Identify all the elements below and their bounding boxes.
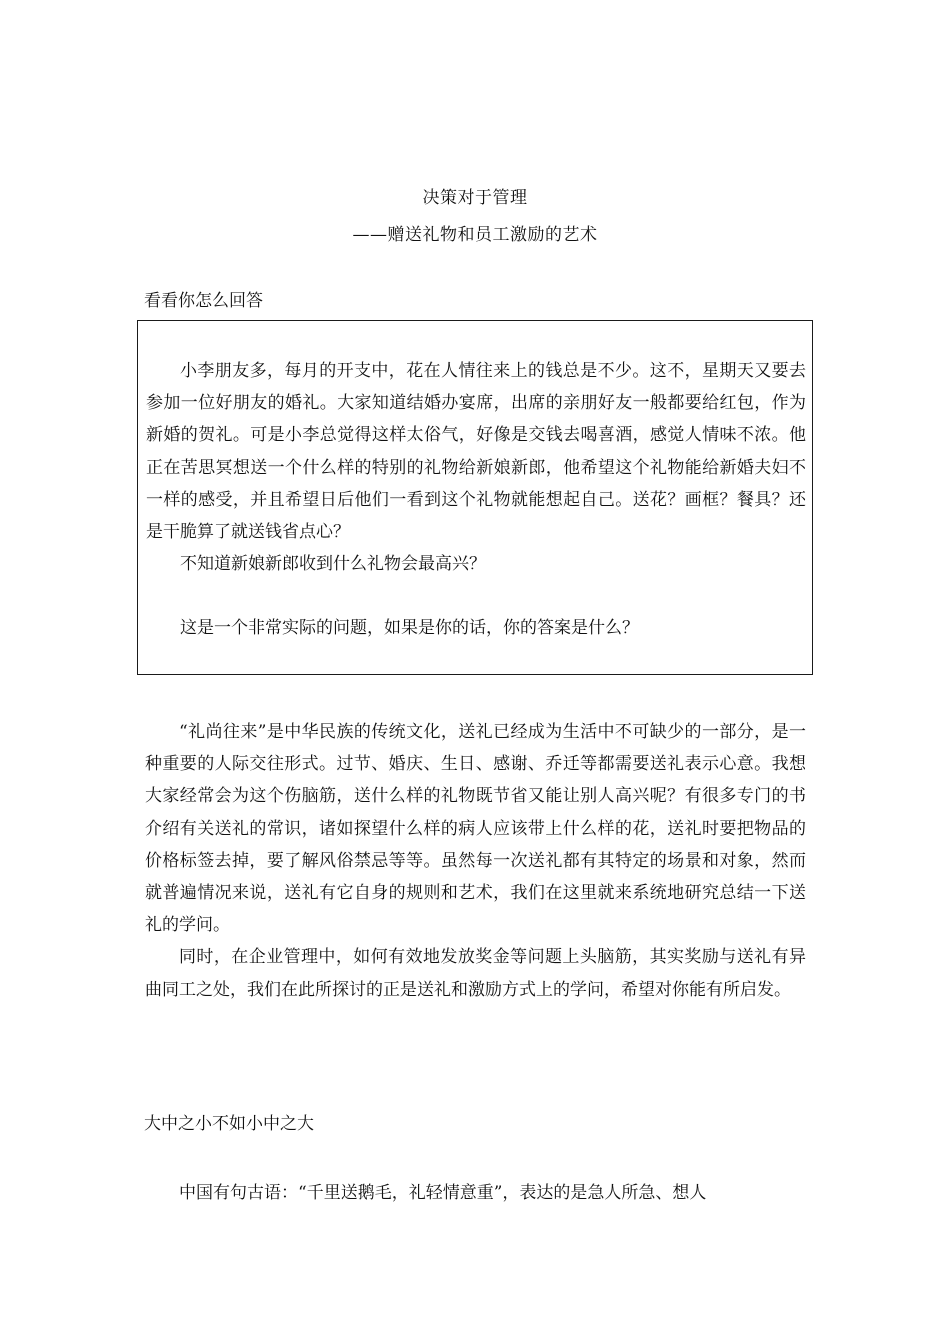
scenario-question: 这是一个非常实际的问题，如果是你的话，你的答案是什么？ <box>180 618 639 639</box>
body-text <box>145 716 806 1006</box>
scenario-paragraph-1: 小李朋友多，每月的开支中，花在人情往来上的钱总是不少。这不，星期天又要去参加一位好朋友的婚礼。大家知道结婚办宴席，出席的亲朋好友一般都要给红包，作为新婚的贺礼。可是小李总觉得这样太俗气，好像是交钱去喝喜酒，感觉人情味不浓。他正在苦思冥想送一个什么样的特别的礼物给新娘新郎，他希望这个礼物能给新婚夫妇不一样的感受，并且希望日后他们一看到这个礼物就能想起自己。送花？画框？餐具？还是干脆算了就送钱省点心？ <box>146 361 806 543</box>
body-paragraph-2: 同时，在企业管理中，如何有效地发放奖金等问题上头脑筋，其实奖励与送礼有异曲同工之处，我们在此所探讨的正是送礼和激励方式上的学问，希望对你能有所启发。 <box>145 947 806 1000</box>
section2-text <box>145 1177 806 1209</box>
document-subtitle: ——赠送礼物和员工激励的艺术 <box>352 225 598 245</box>
body-paragraph-1: “礼尚往来”是中华民族的传统文化，送礼已经成为生活中不可缺少的一部分，是一种重要的人际交往形式。过节、婚庆、生日、感谢、乔迁等都需要送礼表示心意。我想大家经常会为这个伤脑筋，送什么样的礼物既节省又能让别人高兴呢？有很多专门的书介绍有关送礼的常识，诸如探望什么样的病人应该带上什么样的花，送礼时要把物品的价格标签去掉，要了解风俗禁忌等等。虽然每一次送礼都有其特定的场景和对象，然而就普遍情况来说，送礼有它自身的规则和艺术，我们在这里就来系统地研究总结一下送礼的学问。 <box>145 722 806 936</box>
section-heading-gift-size: 大中之小不如小中之大 <box>144 1114 314 1134</box>
scenario-paragraph-2: 不知道新娘新郎收到什么礼物会最高兴？ <box>180 554 486 575</box>
document-title: 决策对于管理 <box>422 188 528 208</box>
section2-paragraph-1: 中国有句古语：“千里送鹅毛，礼轻情意重”，表达的是急人所急、想人 <box>179 1183 707 1203</box>
scenario-text <box>146 355 806 645</box>
section-heading-answer: 看看你怎么回答 <box>144 291 263 311</box>
scenario-box <box>137 320 813 675</box>
